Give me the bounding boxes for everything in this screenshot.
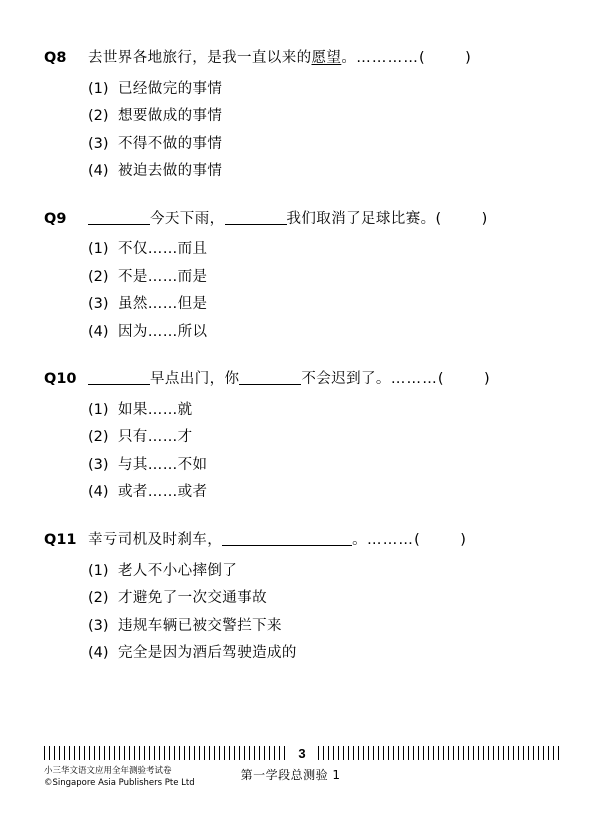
question-label: Q9 [44, 210, 67, 227]
option-item[interactable] [44, 426, 560, 448]
option-number: (1) [88, 402, 109, 418]
stem-post-text: 不会迟到了。 [301, 371, 391, 388]
option-text: 不是……而是 [118, 268, 208, 285]
option-item[interactable] [44, 560, 560, 582]
stem-post-text: 我们取消了足球比赛。 [286, 210, 436, 227]
question-text [88, 48, 560, 70]
footer-hatch-left [44, 746, 286, 760]
option-text: 老人不小心摔倒了 [118, 562, 238, 579]
option-text: 违规车辆已被交警拦下来 [118, 617, 282, 634]
option-text: 虽然……但是 [118, 296, 208, 313]
footer-text-row [44, 765, 560, 790]
page-number: 3 [298, 745, 306, 761]
option-number: (3) [88, 135, 109, 152]
option-text: 因为……所以 [118, 323, 208, 340]
option-number: (1) [88, 562, 109, 579]
option-item[interactable] [44, 266, 560, 288]
option-text: 不得不做的事情 [118, 135, 223, 152]
option-item[interactable] [44, 481, 560, 503]
question-stem [44, 369, 560, 391]
option-number: (4) [88, 163, 109, 180]
option-number: (1) [88, 241, 109, 258]
option-list [44, 78, 560, 183]
option-list [44, 399, 560, 504]
question-text [88, 209, 560, 231]
option-text: 已经做完的事情 [118, 80, 223, 97]
option-text: 或者……或者 [118, 484, 208, 501]
option-number: (2) [88, 429, 109, 446]
option-item[interactable] [44, 642, 560, 664]
option-text: 只有……才 [118, 429, 193, 446]
leader-dots: ……… [390, 371, 438, 388]
option-number: (3) [88, 296, 109, 313]
stem-pre-text: 去世界各地旅行，是我一直以来的 [88, 50, 312, 66]
question-stem [44, 48, 560, 70]
footer-section-title: 第一学段总测验 1 [240, 768, 341, 782]
option-text: 被迫去做的事情 [118, 163, 223, 180]
question-label: Q11 [44, 531, 77, 548]
fill-in-blank-1[interactable] [88, 224, 150, 225]
answer-parenthesis[interactable]: ( ) [437, 371, 491, 388]
option-list [44, 560, 560, 665]
option-item[interactable] [44, 78, 560, 100]
question-label: Q8 [44, 50, 67, 66]
page-footer [0, 745, 604, 801]
option-text: 如果……就 [118, 402, 193, 418]
option-text: 才避免了一次交通事故 [118, 590, 267, 607]
option-item[interactable] [44, 293, 560, 315]
stem-mid-text: 今天下雨， [150, 210, 225, 227]
option-number: (2) [88, 268, 109, 285]
answer-parenthesis[interactable]: ( ) [435, 210, 488, 227]
option-list [44, 238, 560, 343]
question-text [88, 369, 560, 391]
option-item[interactable] [44, 321, 560, 343]
option-item[interactable] [44, 454, 560, 476]
question-block-q9 [44, 209, 560, 344]
question-stem [44, 209, 560, 231]
leader-dots: ………… [356, 50, 420, 66]
option-text: 不仅……而且 [118, 241, 208, 258]
option-text: 完全是因为酒后驾驶造成的 [118, 645, 297, 662]
footer-book-title: 小三华文语文应用全年测验考试卷 [44, 766, 172, 776]
fill-in-blank-2[interactable] [239, 384, 301, 385]
fill-in-blank-2[interactable] [225, 224, 287, 225]
option-item[interactable] [44, 399, 560, 421]
footer-rule-row [44, 745, 560, 761]
option-number: (4) [88, 484, 109, 501]
question-block-q8 [44, 48, 560, 183]
option-number: (3) [88, 456, 109, 473]
stem-pre-text: 幸亏司机及时刹车， [88, 531, 223, 548]
option-item[interactable] [44, 105, 560, 127]
question-block-q11 [44, 530, 560, 665]
option-number: (4) [88, 323, 109, 340]
question-stem [44, 530, 560, 552]
answer-parenthesis[interactable]: ( ) [419, 50, 472, 66]
stem-post-text: 。 [352, 531, 368, 548]
option-item[interactable] [44, 133, 560, 155]
option-text: 与其……不如 [118, 456, 208, 473]
option-number: (3) [88, 617, 109, 634]
stem-post-text: 。 [341, 50, 357, 66]
question-block-q10 [44, 369, 560, 504]
question-label: Q10 [44, 371, 77, 388]
answer-parenthesis[interactable]: ( ) [414, 531, 467, 548]
option-item[interactable] [44, 587, 560, 609]
option-number: (4) [88, 645, 109, 662]
footer-hatch-right [318, 746, 560, 760]
footer-left-block [44, 765, 195, 790]
fill-in-blank-1[interactable] [88, 384, 150, 385]
option-item[interactable] [44, 160, 560, 182]
option-number: (1) [88, 80, 109, 97]
option-number: (2) [88, 108, 109, 125]
leader-dots: ……… [367, 531, 415, 548]
question-text [88, 530, 560, 552]
option-text: 想要做成的事情 [118, 108, 223, 125]
fill-in-blank-long[interactable] [222, 545, 352, 546]
option-item[interactable] [44, 238, 560, 260]
stem-underlined-word: 愿望 [311, 50, 342, 66]
option-number: (2) [88, 590, 109, 607]
footer-copyright: ©Singapore Asia Publishers Pte Ltd [44, 778, 195, 789]
stem-mid-text: 早点出门，你 [150, 371, 240, 388]
option-item[interactable] [44, 615, 560, 637]
